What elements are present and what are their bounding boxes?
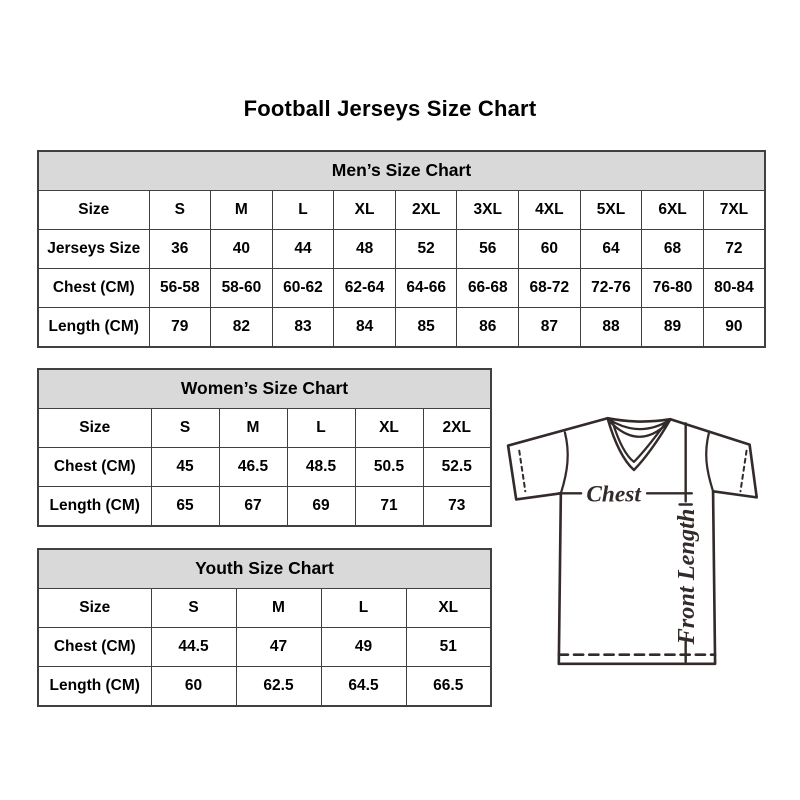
table-cell: XL xyxy=(334,190,396,229)
table-row xyxy=(38,190,765,229)
table-row xyxy=(38,487,491,526)
row-label: Jerseys Size xyxy=(38,229,149,268)
table-cell: 67 xyxy=(219,487,287,526)
table-cell: S xyxy=(151,588,236,627)
row-label: Length (CM) xyxy=(38,667,151,706)
table-cell: 72-76 xyxy=(580,269,642,308)
table-header-row xyxy=(38,151,765,190)
table-cell: 86 xyxy=(457,308,519,347)
youth-size-table xyxy=(37,548,492,707)
table-cell: 88 xyxy=(580,308,642,347)
table-cell: XL xyxy=(406,588,491,627)
table-cell: 66.5 xyxy=(406,667,491,706)
mens-size-table xyxy=(37,150,766,348)
table-cell: 62-64 xyxy=(334,269,396,308)
row-label: Size xyxy=(38,408,151,447)
table-row xyxy=(38,667,491,706)
womens-table-title: Women’s Size Chart xyxy=(38,369,491,408)
table-cell: L xyxy=(272,190,334,229)
table-cell: 7XL xyxy=(703,190,765,229)
front-length-label: Front Length xyxy=(672,508,700,645)
table-cell: 40 xyxy=(211,229,273,268)
vneck-outer xyxy=(608,418,671,470)
right-cuff-stitch xyxy=(740,451,746,492)
table-cell: 90 xyxy=(703,308,765,347)
table-row xyxy=(38,269,765,308)
row-label: Chest (CM) xyxy=(38,269,149,308)
youth-table-title: Youth Size Chart xyxy=(38,549,491,588)
table-cell: 6XL xyxy=(642,190,704,229)
table-cell: 84 xyxy=(334,308,396,347)
table-cell: M xyxy=(211,190,273,229)
table-cell: 60 xyxy=(519,229,581,268)
table-cell: 72 xyxy=(703,229,765,268)
table-cell: L xyxy=(287,408,355,447)
table-cell: 45 xyxy=(151,448,219,487)
chest-label: Chest xyxy=(586,481,641,508)
table-cell: 85 xyxy=(395,308,457,347)
table-row xyxy=(38,229,765,268)
table-row xyxy=(38,308,765,347)
mens-table-title: Men’s Size Chart xyxy=(38,151,765,190)
womens-size-table xyxy=(37,368,492,527)
table-cell: 50.5 xyxy=(355,448,423,487)
left-armhole-curve xyxy=(561,432,568,493)
table-cell: 2XL xyxy=(395,190,457,229)
table-cell: 79 xyxy=(149,308,211,347)
table-cell: 4XL xyxy=(519,190,581,229)
table-cell: 3XL xyxy=(457,190,519,229)
table-cell: 71 xyxy=(355,487,423,526)
table-cell: 48 xyxy=(334,229,396,268)
table-cell: 48.5 xyxy=(287,448,355,487)
table-cell: 64 xyxy=(580,229,642,268)
table-cell: 44 xyxy=(272,229,334,268)
table-cell: 60-62 xyxy=(272,269,334,308)
jersey-outline xyxy=(508,418,757,664)
table-cell: 69 xyxy=(287,487,355,526)
table-cell: L xyxy=(321,588,406,627)
table-cell: 58-60 xyxy=(211,269,273,308)
table-cell: 46.5 xyxy=(219,448,287,487)
table-cell: 56 xyxy=(457,229,519,268)
right-armhole-curve xyxy=(706,432,713,491)
table-cell: 5XL xyxy=(580,190,642,229)
table-cell: 36 xyxy=(149,229,211,268)
table-cell: 64-66 xyxy=(395,269,457,308)
left-cuff-stitch xyxy=(519,451,525,492)
row-label: Size xyxy=(38,190,149,229)
table-cell: XL xyxy=(355,408,423,447)
jersey-measurement-diagram xyxy=(503,408,777,672)
table-cell: M xyxy=(236,588,321,627)
table-cell: 82 xyxy=(211,308,273,347)
table-cell: 2XL xyxy=(423,408,491,447)
table-cell: S xyxy=(149,190,211,229)
row-label: Chest (CM) xyxy=(38,628,151,667)
row-label: Length (CM) xyxy=(38,487,151,526)
table-cell: S xyxy=(151,408,219,447)
table-cell: 87 xyxy=(519,308,581,347)
table-cell: 73 xyxy=(423,487,491,526)
table-cell: 52.5 xyxy=(423,448,491,487)
table-cell: 47 xyxy=(236,628,321,667)
table-cell: 80-84 xyxy=(703,269,765,308)
table-cell: 49 xyxy=(321,628,406,667)
jersey-diagram-icon xyxy=(503,408,777,672)
table-cell: 76-80 xyxy=(642,269,704,308)
table-cell: 60 xyxy=(151,667,236,706)
table-cell: M xyxy=(219,408,287,447)
table-cell: 52 xyxy=(395,229,457,268)
table-row xyxy=(38,628,491,667)
table-header-row xyxy=(38,369,491,408)
table-cell: 68 xyxy=(642,229,704,268)
table-cell: 68-72 xyxy=(519,269,581,308)
row-label: Length (CM) xyxy=(38,308,149,347)
table-row xyxy=(38,448,491,487)
table-cell: 51 xyxy=(406,628,491,667)
row-label: Size xyxy=(38,588,151,627)
table-cell: 56-58 xyxy=(149,269,211,308)
table-header-row xyxy=(38,549,491,588)
row-label: Chest (CM) xyxy=(38,448,151,487)
table-cell: 89 xyxy=(642,308,704,347)
table-cell: 66-68 xyxy=(457,269,519,308)
table-row xyxy=(38,588,491,627)
table-cell: 83 xyxy=(272,308,334,347)
page-title: Football Jerseys Size Chart xyxy=(243,96,537,121)
table-cell: 62.5 xyxy=(236,667,321,706)
table-cell: 44.5 xyxy=(151,628,236,667)
table-cell: 65 xyxy=(151,487,219,526)
table-cell: 64.5 xyxy=(321,667,406,706)
table-row xyxy=(38,408,491,447)
